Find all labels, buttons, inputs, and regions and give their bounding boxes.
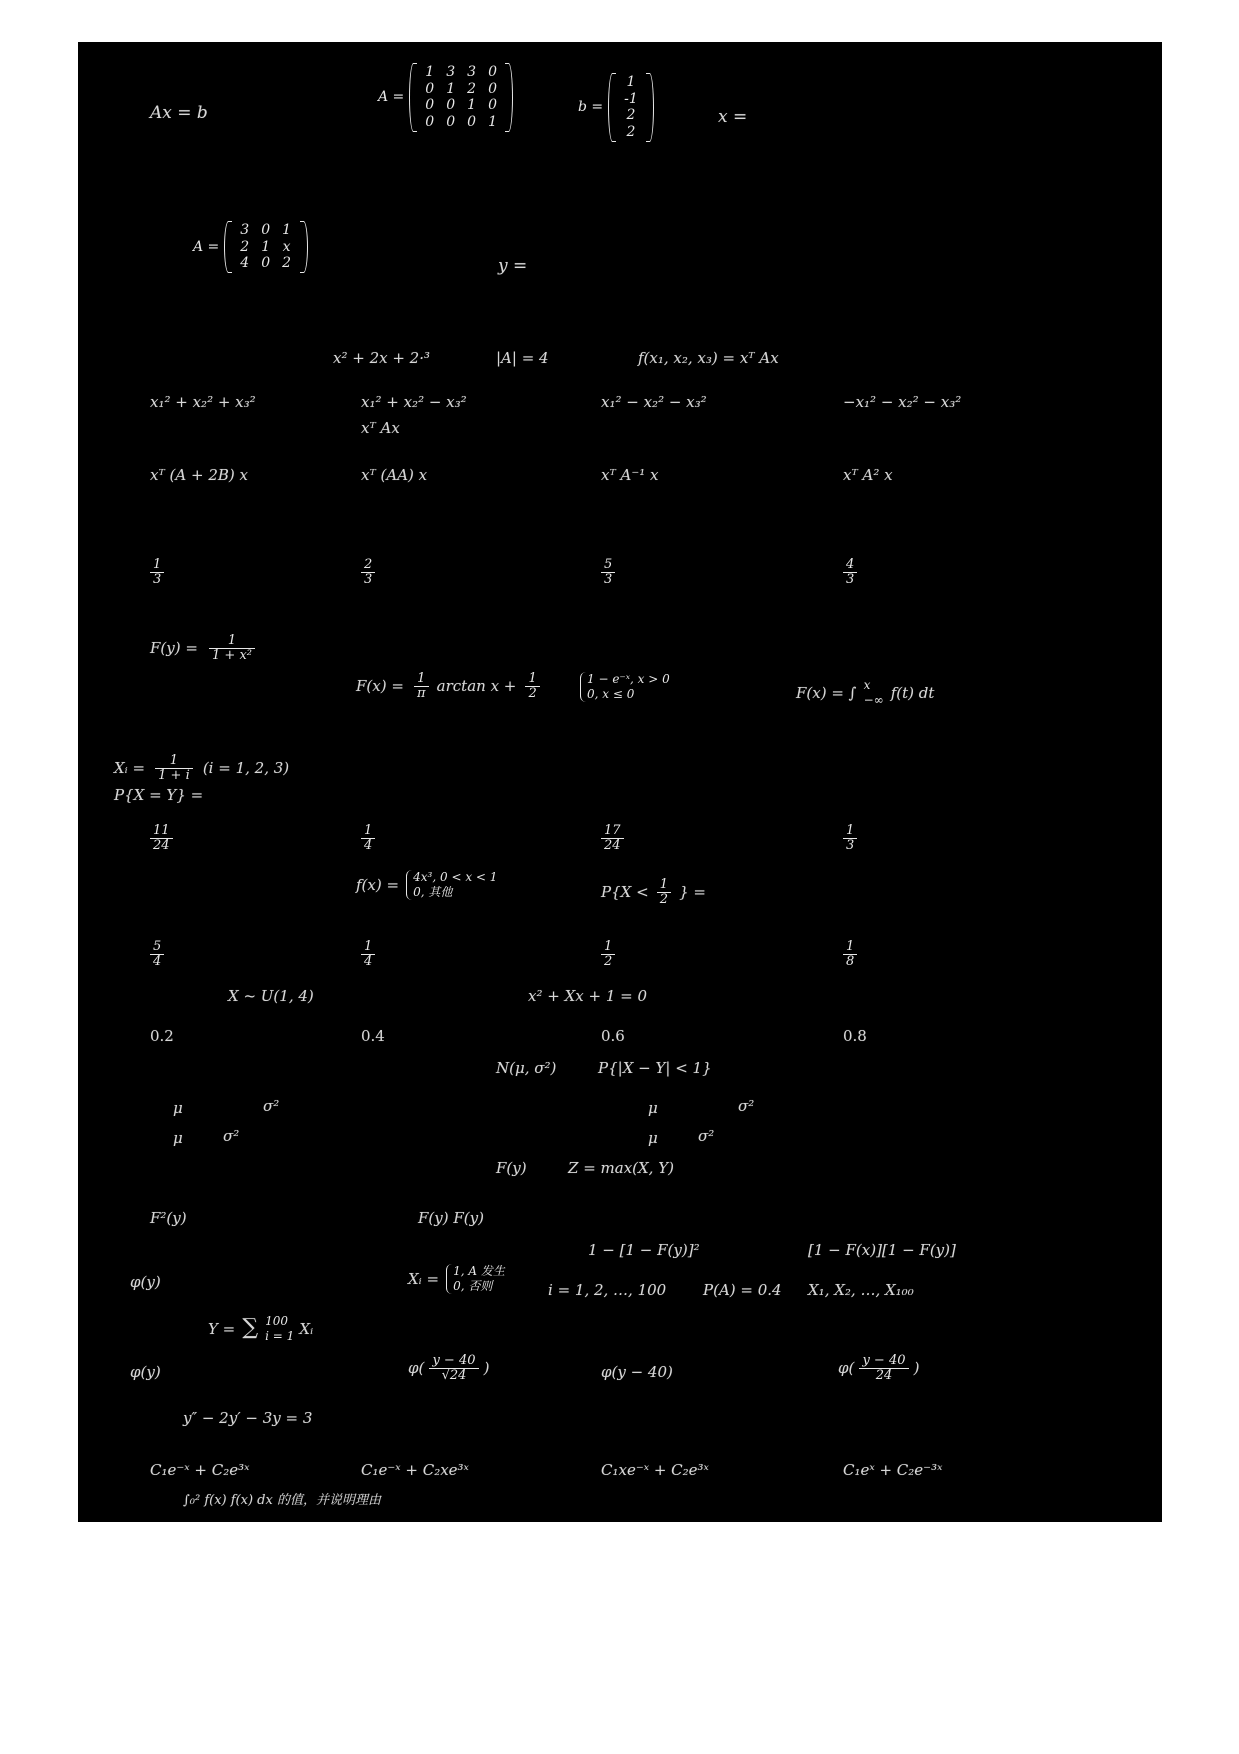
option-prob-4[interactable] [843,824,857,852]
integral-body: f(t) dt [890,683,935,702]
option-phi-4[interactable]: φ( $\frac{y - 40}{24}$ ) [838,1353,920,1383]
distribution-integral [796,678,934,708]
cell: 1 [261,238,271,255]
option-mu-4[interactable]: μ [648,1129,658,1147]
option-quadratic-4[interactable]: −x₁² − x₂² − x₃² [843,393,962,411]
option-num-1[interactable]: 0.2 [150,1027,174,1045]
prob-abs-diff: P{|X − Y| < 1} [598,1059,712,1077]
fy-small-label: F(y) [496,1159,527,1177]
option-sigma-1[interactable]: σ² [263,1097,280,1115]
denominator: 4 [150,954,164,969]
denominator: π [414,686,429,701]
cell: 3 [240,222,250,238]
numerator: 1 [153,557,162,572]
cell: 0 [425,97,435,114]
differential-equation: y″ − 2y′ − 3y = 3 [183,1409,313,1427]
quadratic-form-def: f(x₁, x₂, x₃) = xᵀ Ax [638,349,779,367]
cell: 1 [626,74,636,90]
distribution-fx-arctan [356,672,540,700]
numerator: y − 40 [432,1353,476,1368]
option-num-4[interactable]: 0.8 [843,1027,867,1045]
integral-label: F(x) = ∫ [796,683,857,702]
cell: 1 [467,97,477,114]
denominator: 2 [525,686,539,701]
piece-1: 1 − e⁻ˣ, x > 0 [587,672,670,686]
denominator: √24 [429,1368,478,1383]
paren-left-icon [408,64,417,131]
option-density-3[interactable] [601,940,615,968]
cell: x [282,238,291,255]
option-ode-2[interactable]: C₁e⁻ˣ + C₂xe³ˣ [361,1461,469,1479]
sigma-icon: ∑ [242,1314,259,1340]
xtax-expression: xᵀ Ax [361,419,400,437]
cell: 2 [282,255,292,272]
density-piece-2: 0, 其他 [413,885,453,899]
det-a-value: |A| = 4 [496,349,549,367]
numerator: 1 [417,671,426,686]
cell: 0 [467,114,477,131]
option-frac-a[interactable] [150,558,164,586]
option-quadratic-2[interactable]: x₁² + x₂² − x₃² [361,393,467,411]
option-frac-b[interactable] [361,558,375,586]
cell: 3 [467,64,477,80]
p-x-equals-y: P{X = Y} = [114,786,204,804]
indicator-case-1: 1, A 发生 [453,1264,505,1278]
option-F2[interactable]: F²(y) [150,1209,187,1227]
matrix-a1 [378,64,514,131]
cell: 0 [488,64,497,80]
vector-b1-body [618,74,644,141]
option-density-1[interactable] [150,940,164,968]
x-variable-list: X₁, X₂, …, X₁₀₀ [808,1281,914,1299]
option-mu-2[interactable]: μ [648,1099,658,1117]
option-frac-d[interactable] [843,558,857,586]
integral-lower: −∞ [863,693,884,707]
numerator: 1 [604,939,613,954]
paren-left-icon [607,74,616,141]
cell: 0 [446,114,456,131]
cell: 1 [425,64,435,80]
numerator: 1 [659,877,669,892]
denominator: 1 + x² [209,648,255,663]
denominator: 2 [601,954,615,969]
fx-label: F(x) = [356,676,404,695]
distribution-fy [150,634,255,662]
denominator: 4 [361,954,375,969]
normal-distribution: N(μ, σ²) [496,1059,557,1077]
matrix-a2-body [234,222,297,272]
denominator: 24 [601,838,624,853]
sum-definition [208,1314,313,1344]
numerator: 1 [364,939,373,954]
numerator: 4 [846,557,855,572]
option-sigma-4[interactable]: σ² [698,1127,715,1145]
cell: 1 [282,222,292,238]
sum-lower: i = 1 [265,1329,295,1343]
z-max-definition: Z = max(X, Y) [568,1159,674,1177]
indicator-label: Xᵢ = [408,1269,440,1288]
option-num-2[interactable]: 0.4 [361,1027,385,1045]
matrix-a2 [193,222,308,272]
density-piece-1: 4x³, 0 < x < 1 [413,870,498,884]
matrix-a1-body [419,64,503,131]
option-ode-3[interactable]: C₁xe⁻ˣ + C₂e³ˣ [601,1461,709,1479]
option-FF[interactable]: F(y) F(y) [418,1209,484,1227]
sum-label: Y = [208,1319,236,1338]
sum-upper: 100 [265,1314,289,1328]
x-equals: x = [718,107,748,127]
xi-label: Xᵢ = [114,758,146,777]
denominator: 2 [657,892,671,907]
option-phi-1[interactable]: φ(y) [130,1363,161,1381]
cell: 2 [626,107,636,124]
option-ode-4[interactable]: C₁eˣ + C₂e⁻³ˣ [843,1461,943,1479]
xi-range: (i = 1, 2, 3) [202,758,290,777]
equation-ax-b: Ax = b [150,103,208,123]
denominator: 8 [843,954,857,969]
sum-body: Xᵢ [299,1319,314,1338]
option-mu-3[interactable]: μ [173,1129,183,1147]
paren-right-icon [299,222,308,272]
numerator: 5 [604,557,613,572]
cell: 0 [488,80,497,97]
indicator-definition [408,1264,505,1294]
cell: 1 [488,114,497,131]
option-quadratic-1[interactable]: x₁² + x₂² + x₃² [150,393,256,411]
cell: 2 [626,124,636,141]
det-expression: x² + 2x + 2·³ [333,349,431,367]
denominator: 3 [150,572,164,587]
option-ode-1[interactable]: C₁e⁻ˣ + C₂e³ˣ [150,1461,250,1479]
y-equals: y = [498,256,528,276]
option-density-4[interactable] [843,940,857,968]
cell: 0 [261,222,271,238]
option-prob-3[interactable] [601,824,624,852]
matrix-a2-label: A = [193,239,220,256]
numerator: 1 [528,671,537,686]
cell: 4 [240,255,250,272]
quadratic-equation: x² + Xx + 1 = 0 [528,987,648,1005]
option-form-1[interactable]: xᵀ (A + 2B) x [150,466,248,484]
numerator: 5 [153,939,162,954]
footer-instruction: ∫₀² f(x) f(x) dx 的值，并说明理由 [183,1493,381,1508]
option-1-minus-F-sq[interactable]: 1 − [1 − F(y)]² [588,1241,700,1259]
option-mu-1[interactable]: μ [173,1099,183,1117]
cell: 0 [488,97,497,114]
numerator: 11 [153,823,170,838]
fy-label: F(y) = [150,638,198,657]
matrix-a1-label: A = [378,89,405,106]
option-prod-1-minus-F[interactable]: [1 − F(x)][1 − F(y)] [808,1241,956,1259]
option-form-3[interactable]: xᵀ A⁻¹ x [601,466,659,484]
cell: 3 [446,64,456,80]
numerator: 1 [169,753,179,768]
indicator-case-2: 0, 否则 [453,1279,493,1293]
denominator: 3 [843,572,857,587]
exam-sheet [78,42,1162,1522]
vector-b1-label: b = [578,99,604,116]
option-form-2[interactable]: xᵀ (AA) x [361,466,428,484]
index-range: i = 1, 2, …, 100 [548,1281,667,1299]
phi-y-label: φ(y) [130,1273,161,1291]
denominator: 4 [361,838,375,853]
cell: -1 [624,90,638,107]
numerator: 2 [364,557,373,572]
cell: 0 [446,97,456,114]
cell: 1 [446,80,456,97]
prob-a-value: P(A) = 0.4 [703,1281,782,1299]
option-prob-1[interactable] [150,824,173,852]
option-form-4[interactable]: xᵀ A² x [843,466,893,484]
piecewise-exponential [578,672,670,702]
option-frac-c[interactable] [601,558,615,586]
piece-2: 0, x ≤ 0 [587,687,635,701]
density-piecewise [356,870,497,900]
paren-left-icon [223,222,232,272]
cell: 0 [425,114,435,131]
xi-definition [114,754,289,782]
denominator: 24 [859,1368,908,1383]
denominator: 24 [150,838,173,853]
p-x-less-half: P{X < $\frac{1}{2}$ } = [601,877,707,907]
cell: 0 [261,255,271,272]
cell: 2 [240,238,250,255]
numerator: 1 [364,823,373,838]
paren-right-icon [505,64,514,131]
paren-right-icon [646,74,655,141]
denominator: 3 [843,838,857,853]
numerator: 17 [604,823,621,838]
option-sigma-2[interactable]: σ² [738,1097,755,1115]
vector-b1 [578,74,655,141]
option-prob-2[interactable] [361,824,375,852]
option-sigma-3[interactable]: σ² [223,1127,240,1145]
option-density-2[interactable] [361,940,375,968]
integral-upper: x [863,678,871,692]
option-phi-3[interactable]: φ(y − 40) [601,1363,673,1381]
arctan-term: arctan x + [436,676,517,695]
numerator: y − 40 [862,1353,906,1368]
denominator: 1 + i [155,768,193,783]
denominator: 3 [361,572,375,587]
option-phi-2[interactable]: φ( $\frac{y - 40}{√24}$ ) [408,1353,490,1383]
uniform-distribution: X ~ U(1, 4) [228,987,314,1005]
option-quadratic-3[interactable]: x₁² − x₂² − x₃² [601,393,707,411]
option-num-3[interactable]: 0.6 [601,1027,625,1045]
cell: 0 [425,80,435,97]
fx-piece-label: f(x) = [356,875,400,894]
numerator: 1 [227,633,237,648]
denominator: 3 [601,572,615,587]
cell: 2 [467,80,477,97]
numerator: 1 [846,939,855,954]
numerator: 1 [846,823,855,838]
